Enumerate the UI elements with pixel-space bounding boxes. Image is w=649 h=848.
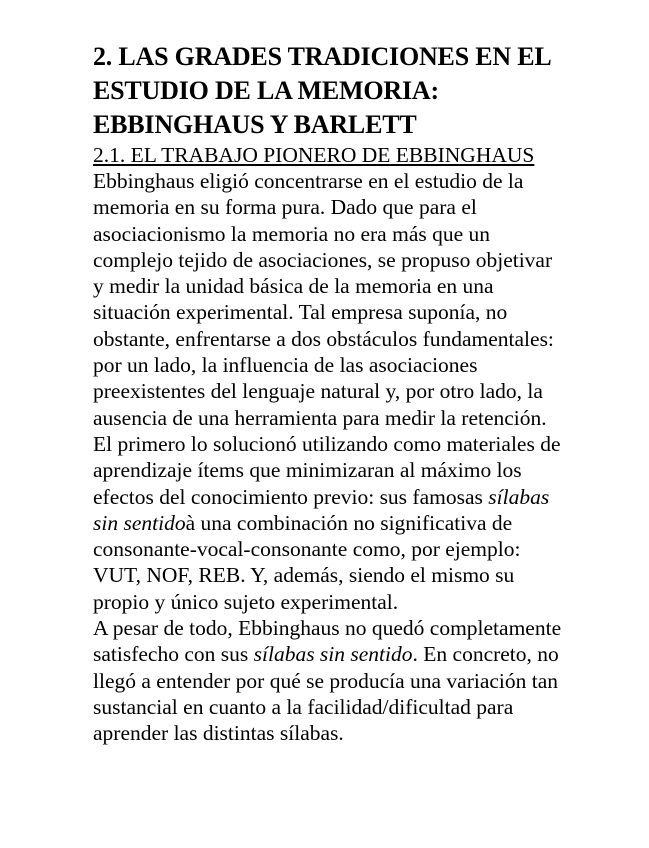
body-paragraph-1 xyxy=(93,168,563,615)
document-page xyxy=(93,40,563,747)
paragraph-2-text-a: A pesar de todo, Ebbinghaus no quedó completamente satisfecho con sus xyxy=(93,616,562,667)
paragraph-2-text-b: . En concreto, no llegó a entender por qué se producía una variación tan sustancial en cuanto a la facilidad/dificultad para aprender las distintas sílabas. xyxy=(93,642,559,746)
body-paragraph-2 xyxy=(93,615,563,746)
paragraph-1-text-b: à una combinación no significativa de consonante-vocal-consonante como, por ejemplo: VUT, NOF, REB. Y, además, siendo el mismo su propio y único sujeto experimental. xyxy=(93,510,521,614)
paragraph-1-text-a: Ebbinghaus eligió concentrarse en el estudio de la memoria en su forma pura. Dado que para el asociacionismo la memoria no era más que un complejo tejido de asociaciones, se propuso objetivar y medir la unidad básica de la memoria en una situación experimental. Tal empresa suponía, no obstante, enfrentarse a dos obstáculos fundamentales: por un lado, la influencia de las asociaciones preexistentes del lenguaje natural y, por otro lado, la ausencia de una herramienta para medir la retención. El primero lo solucionó utilizando como materiales de aprendizaje ítems que minimizaran al máximo los efectos del conocimiento previo: sus famosas xyxy=(93,169,561,509)
subsection-heading: 2.1. EL TRABAJO PIONERO DE EBBINGHAUS xyxy=(93,143,535,167)
section-heading: 2. LAS GRADES TRADICIONES EN EL ESTUDIO DE LA MEMORIA: EBBINGHAUS Y BARLETT xyxy=(93,42,551,139)
paragraph-1-italic-term: sílabas sin sentido xyxy=(93,484,550,535)
paragraph-2-italic-term: sílabas sin sentido xyxy=(253,642,413,667)
